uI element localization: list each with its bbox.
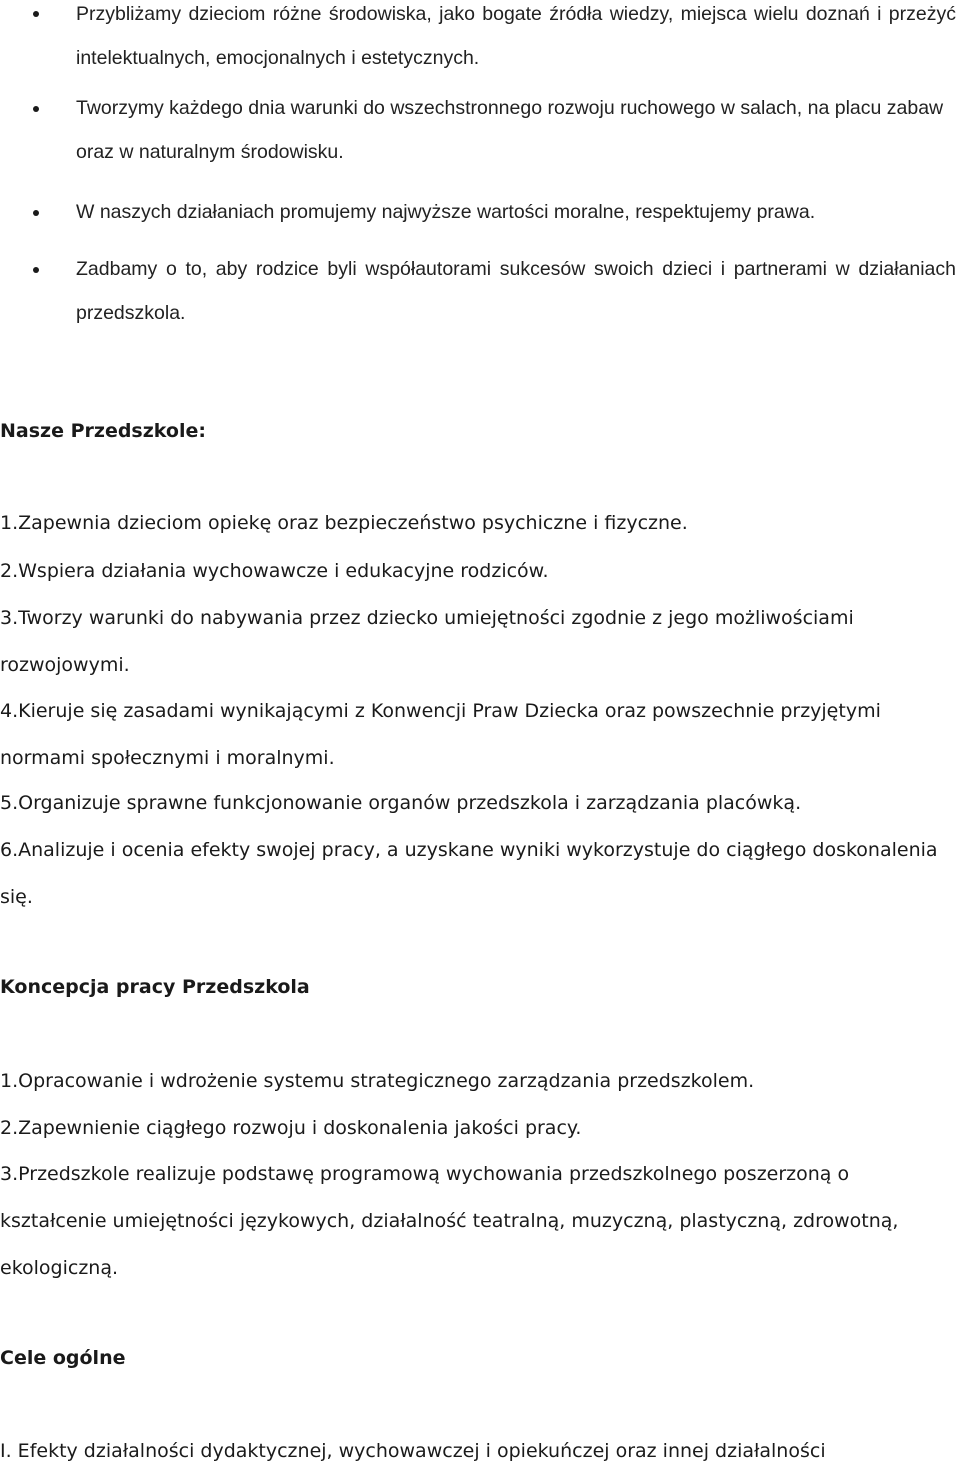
section-heading-cele-ogolne: Cele ogólne xyxy=(0,1347,126,1369)
list-item: 2.Zapewnienie ciągłego rozwoju i doskonalenia jakości pracy. xyxy=(0,1117,582,1139)
list-item: 1.Opracowanie i wdrożenie systemu strategicznego zarządzania przedszkolem. xyxy=(0,1070,755,1092)
list-item: 2.Wspiera działania wychowawcze i edukacyjne rodziców. xyxy=(0,560,549,582)
list-item: I. Efekty działalności dydaktycznej, wychowawczej i opiekuńczej oraz innej działalności xyxy=(0,1440,826,1462)
list-item: 3.Przedszkole realizuje podstawę programową wychowania przedszkolnego poszerzoną o kształcenie umiejętności językowych, działalność teatralną, muzyczną, plastyczną, zdrowotną, ekologiczną. xyxy=(0,1163,899,1279)
bullet-icon xyxy=(33,11,39,17)
list-item-text: Tworzymy każdego dnia warunki do wszechstronnego rozwoju ruchowego w salach, na placu zabaw oraz w naturalnym środowisku. xyxy=(76,97,944,163)
list-item: 6.Analizuje i ocenia efekty swojej pracy, a uzyskane wyniki wykorzystuje do ciągłego doskonalenia się. xyxy=(0,839,938,908)
list-item-text: Przybliżamy dzieciom różne środowiska, jako bogate źródła wiedzy, miejsca wielu doznań i przeżyć intelektualnych, emocjonalnych i estetycznych. xyxy=(76,3,956,69)
list-item: 5.Organizuje sprawne funkcjonowanie organów przedszkola i zarządzania placówką. xyxy=(0,792,802,814)
list-item-text: Zadbamy o to, aby rodzice byli współautorami sukcesów swoich dzieci i partnerami w działaniach przedszkola. xyxy=(76,258,956,324)
bullet-icon xyxy=(33,210,39,216)
list-item: 1.Zapewnia dzieciom opiekę oraz bezpieczeństwo psychiczne i fizyczne. xyxy=(0,512,688,534)
list-item: 3.Tworzy warunki do nabywania przez dziecko umiejętności zgodnie z jego możliwościami rozwojowymi. xyxy=(0,607,854,676)
list-item-text: W naszych działaniach promujemy najwyższe wartości moralne, respektujemy prawa. xyxy=(76,201,816,223)
bullet-icon xyxy=(33,267,39,273)
section-heading-koncepcja: Koncepcja pracy Przedszkola xyxy=(0,976,310,998)
list-item: 4.Kieruje się zasadami wynikającymi z Konwencji Praw Dziecka oraz powszechnie przyjętymi normami społecznymi i moralnymi. xyxy=(0,700,881,769)
bullet-icon xyxy=(33,106,39,112)
section-heading-nasze-przedszkole: Nasze Przedszkole: xyxy=(0,420,206,442)
